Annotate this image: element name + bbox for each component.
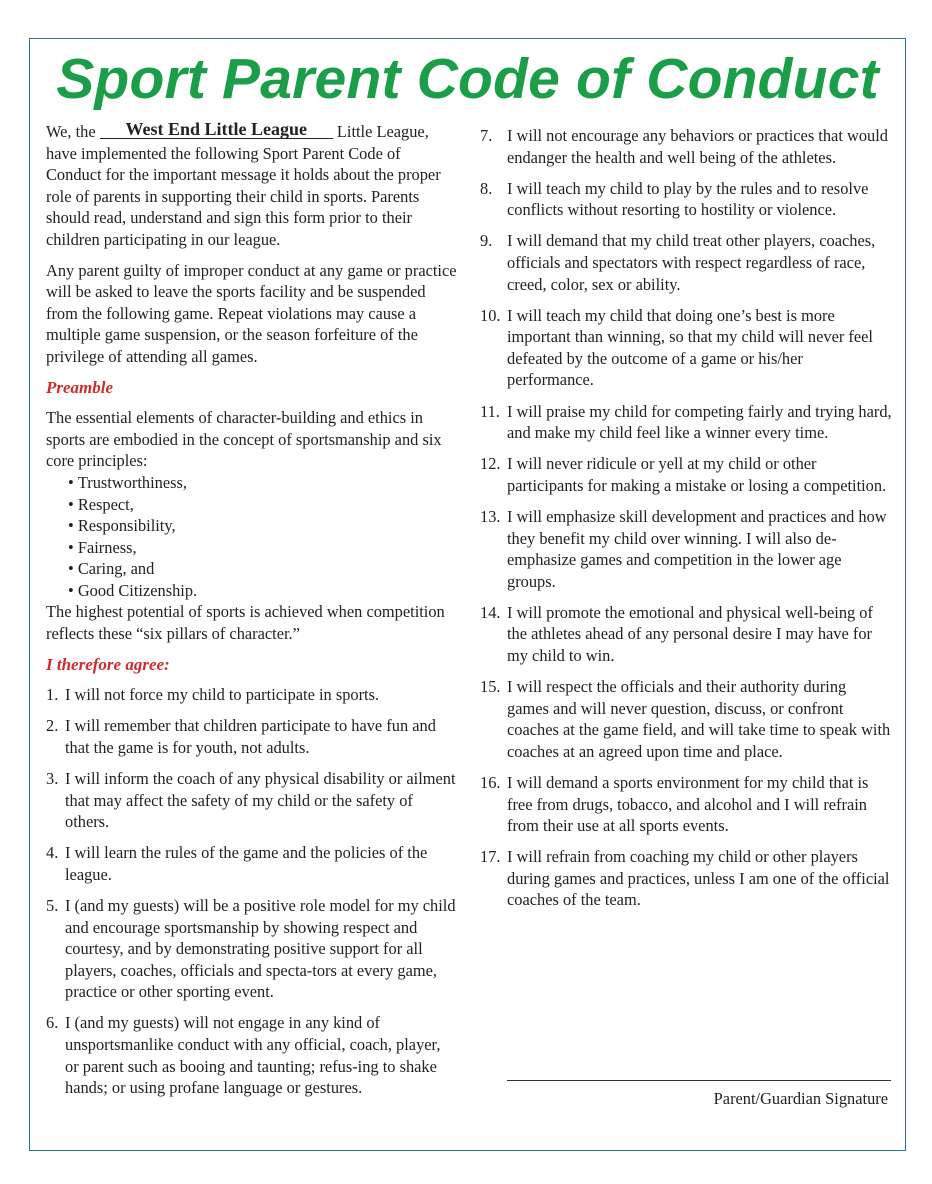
page-title: Sport Parent Code of Conduct — [56, 47, 879, 111]
item-text: I will demand that my child treat other players, coaches, officials and spectators with respect regardless of race, creed, color, sex or ability. — [507, 231, 876, 294]
item-text: I will teach my child to play by the rules and to resolve conflicts without resorting to hostility or violence. — [507, 178, 869, 220]
agreement-item — [46, 895, 458, 1003]
principles-list — [46, 472, 458, 602]
item-number: 12. — [480, 454, 501, 474]
item-number: 10. — [480, 305, 501, 325]
item-number: 14. — [480, 602, 501, 622]
item-number: 17. — [480, 847, 501, 867]
item-number: 5. — [46, 896, 59, 915]
preamble-text: The essential elements of character-building and ethics in sports are embodied in the concept of sportsmanship and six core principles: — [46, 408, 442, 471]
item-text: I will not force my child to participate in sports. — [65, 685, 380, 705]
item-text: I will never ridicule or yell at my child or other participants for making a mistake or losing a competition. — [507, 454, 887, 495]
agreement-item — [480, 676, 892, 762]
item-number: 16. — [480, 772, 501, 792]
code-of-conduct-form — [29, 38, 906, 1151]
signature-line[interactable] — [507, 1080, 891, 1081]
agreement-item — [46, 684, 458, 706]
item-number: 9. — [480, 231, 493, 251]
agreement-list-right — [480, 125, 892, 911]
agreement-item — [480, 846, 892, 911]
agreement-item — [46, 842, 458, 885]
league-name-field[interactable]: West End Little League — [100, 120, 333, 139]
agreement-item — [480, 453, 892, 496]
item-number: 15. — [480, 677, 501, 697]
agreement-item — [480, 401, 892, 444]
item-text: I will respect the officials and their authority during games and will never question, discuss, or confront coaches at the game field, and will take time to speak with coaches at an agreed upon time and place. — [507, 677, 891, 761]
list-item: • Trustworthiness, — [68, 472, 458, 494]
preamble-closing: The highest potential of sports is achieved when competition reflects these “six pillars of character.” — [46, 602, 445, 644]
list-item: • Responsibility, — [68, 515, 458, 537]
item-number: 6. — [46, 1013, 59, 1033]
list-item: • Respect, — [68, 494, 458, 516]
item-text: I (and my guests) will be a positive role model for my child and encourage sportsmanship by showing respect and courtesy, and by demonstrating positive support for all players, coaches, officials and specta-tors at every game, practice or other sporting event. — [65, 896, 456, 1002]
item-text: I (and my guests) will not engage in any kind of unsportsmanlike conduct with any official, coach, player, or parent such as booing and taunting; refus-ing to shake hands; or using profane language or gestures. — [65, 1013, 441, 1098]
agreement-item — [480, 230, 892, 295]
agreement-item — [480, 305, 892, 391]
item-number: 13. — [480, 506, 501, 526]
intro-suffix: Little League, have implemented the following Sport Parent Code of Conduct for the important message it holds about the proper role of parents in supporting their child in sports. Parents should read, understand and sign this form prior to their children participating in our league. — [46, 122, 441, 249]
agreement-item — [480, 602, 892, 667]
item-number: 1. — [46, 685, 59, 705]
conduct-paragraph: Any parent guilty of improper conduct at any game or practice will be asked to leave the sports facility and be suspended from the following game. Repeat violations may cause a multiple game suspension, or the season forfeiture of the privilege of attending all games. — [46, 260, 457, 366]
item-number: 4. — [46, 843, 59, 863]
agreement-item — [480, 125, 892, 168]
agreement-item — [480, 772, 892, 837]
list-item: • Caring, and — [68, 558, 458, 580]
agreement-item — [46, 768, 458, 833]
agreement-list-left — [46, 684, 458, 1099]
right-column — [480, 125, 892, 921]
item-text: I will refrain from coaching my child or other players during games and practices, unless I am one of the official coaches of the team. — [507, 847, 890, 910]
item-text: I will teach my child that doing one’s best is more important than winning, so that my child will never feel defeated by the outcome of a game or his/her performance. — [507, 305, 873, 390]
intro-paragraph — [46, 121, 458, 251]
item-text: I will demand a sports environment for my child that is free from drugs, tobacco, and alcohol and I will refrain from their use at all sports events. — [507, 772, 869, 836]
agreement-item — [480, 506, 892, 592]
agree-heading: I therefore agree: — [46, 654, 170, 674]
preamble-heading: Preamble — [46, 377, 114, 397]
item-text: I will promote the emotional and physical well-being of the athletes ahead of any personal desire I may have for my child to win. — [507, 602, 873, 665]
item-number: 7. — [480, 126, 493, 145]
item-number: 11. — [480, 401, 500, 421]
intro-prefix: We, the — [46, 122, 96, 141]
agreement-item — [46, 1012, 458, 1098]
agreement-item — [480, 178, 892, 221]
left-column — [46, 121, 458, 1108]
list-item: • Good Citizenship. — [68, 580, 458, 602]
signature-label: Parent/Guardian Signature — [713, 1089, 888, 1108]
item-text: I will remember that children participate to have fun and that the game is for youth, not adults. — [65, 716, 436, 757]
agreement-item — [46, 715, 458, 758]
item-text: I will praise my child for competing fairly and trying hard, and make my child feel like a winner every time. — [507, 401, 892, 443]
item-number: 3. — [46, 769, 59, 789]
item-text: I will inform the coach of any physical disability or ailment that may affect the safety of my child or the safety of others. — [65, 769, 456, 832]
item-number: 2. — [46, 716, 59, 736]
item-text: I will not encourage any behaviors or practices that would endanger the health and well being of the athletes. — [507, 126, 888, 167]
list-item: • Fairness, — [68, 537, 458, 559]
item-text: I will learn the rules of the game and the policies of the league. — [65, 843, 428, 884]
item-text: I will emphasize skill development and practices and how they benefit my child over winning. I will also de-emphasize games and competition in the lower age groups. — [507, 506, 887, 591]
item-number: 8. — [480, 178, 493, 198]
